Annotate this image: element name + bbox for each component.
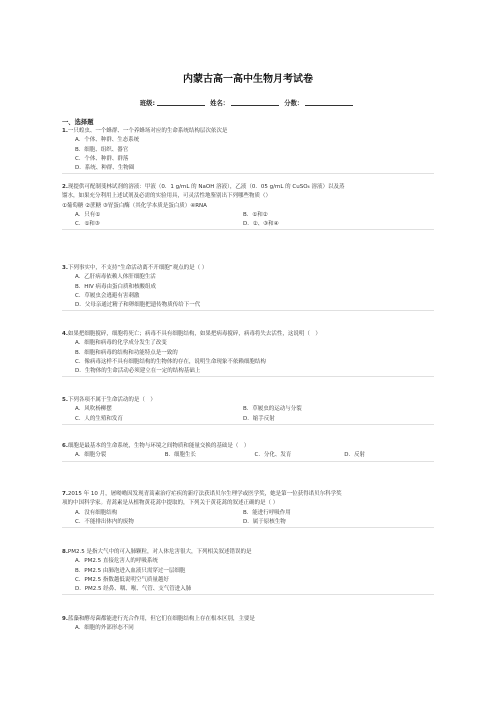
class-blank[interactable] [157, 99, 205, 106]
score-label: 分数： [284, 100, 304, 107]
option-c[interactable]: C．PM2.5 指数越低说明空气质量越好 [75, 576, 169, 583]
question-8 [62, 548, 434, 595]
option-d[interactable]: D．缩手反射 [243, 415, 275, 422]
question-stem [62, 442, 434, 451]
question-4 [62, 330, 434, 377]
question-3 [62, 264, 434, 311]
question-text: 如果把细胞搅碎，细胞将死亡；病毒不具有细胞结构，如果把病毒搅碎，病毒将失去活性，这说明（ ） [67, 331, 321, 337]
option-b[interactable]: B．①和② [243, 211, 268, 218]
option-b[interactable]: B．HIV 病毒由蛋白质和核酸组成 [75, 283, 157, 290]
question-stem [62, 264, 434, 273]
option-d[interactable]: D．属于原核生物 [243, 518, 286, 525]
question-number: 8. [62, 549, 68, 555]
option-b[interactable]: B．细胞生长 [164, 452, 197, 459]
option-b[interactable]: B．能进行呼吸作用 [243, 509, 291, 516]
option-c[interactable]: C．草履虫会逃避有害刺激 [75, 292, 140, 299]
option-d[interactable]: D．系统、种群、生物圈 [75, 165, 135, 172]
question-stem [62, 548, 434, 557]
option-a[interactable]: A．乙肝病毒依赖人体肝细胞生活 [75, 274, 156, 281]
option-a[interactable]: A．没有细胞结构 [75, 509, 118, 516]
option-d[interactable]: D．②、③和④ [243, 221, 279, 228]
question-stem-line-3: ①葡萄糖 ②蔗糖 ③胃蛋白酶（其化学本质是蛋白质）④RNA [62, 202, 207, 209]
question-number: 2. [62, 184, 68, 190]
question-number: 7. [62, 491, 68, 497]
question-text: 细胞是最基本的生命系统，生物与环境之间物质和能量交换的基础是（ ） [67, 443, 250, 449]
question-text: 一只蝗虫、一个蜂群、一个养蜂场对应的生命系统结构层次依次是 [67, 128, 228, 134]
option-c[interactable]: C．①和③ [75, 221, 100, 228]
name-label: 姓名： [210, 100, 230, 107]
question-number: 9. [62, 616, 68, 622]
option-d[interactable]: D．PM2.5 经鼻、咽、喉、气管、支气管进入肺 [75, 586, 192, 593]
option-a[interactable]: A．细胞和病毒的化学成分发生了改变 [75, 340, 167, 347]
question-2 [62, 183, 434, 230]
question-1 [62, 127, 434, 174]
question-stem-line-2: 馏水，如果充分利用上述试剂及必需的实验用具，可灵活性地鉴别出下列哪些物质（） [62, 193, 272, 200]
option-b[interactable]: B．PM2.5 由肺泡进入血液只需穿过一层细胞 [75, 567, 186, 574]
class-label: 班级: [139, 100, 155, 107]
student-info-line [0, 98, 496, 107]
option-c[interactable]: C．分化、发育 [254, 452, 292, 459]
question-number: 3. [62, 265, 68, 271]
question-number: 4. [62, 331, 68, 337]
option-a[interactable]: A．细胞分裂 [75, 452, 107, 459]
question-number: 1. [62, 128, 68, 134]
option-b[interactable]: B．细胞、组织、器官 [75, 146, 129, 153]
option-d[interactable]: D．生物体的生命活动必须建立在一定的结构基础上 [75, 368, 201, 375]
question-stem-line-2: 项的中国科学家。青蒿素是从植物黄花蒿中提取的，下列关于黄花蒿的叙述正确的是（ ） [62, 500, 279, 507]
question-number: 5. [62, 397, 68, 403]
question-text: PM2.5 是指大气中的可入肺颗粒，对人体危害很大，下列相关叙述错误的是 [67, 549, 252, 555]
score-blank[interactable] [305, 99, 353, 106]
option-a[interactable]: A．个体、种群、生态系统 [75, 137, 140, 144]
question-text: 下列各项不属于生命活动的是（ ） [67, 397, 156, 403]
option-a[interactable]: A．细胞的外部形态不同 [75, 625, 134, 632]
question-stem [62, 490, 434, 499]
question-stem [62, 396, 434, 405]
option-d[interactable]: D．反射 [344, 452, 365, 459]
option-d[interactable]: D．父母亲通过精子和卵细胞把遗传物质传给下一代 [75, 302, 201, 309]
question-5 [62, 396, 434, 425]
question-7 [62, 490, 434, 528]
question-text: 下列事实中，不支持“生命活动离不开细胞”观点的是（ ） [67, 265, 208, 271]
option-c[interactable]: C．不能排出体内的废物 [75, 518, 134, 525]
option-b[interactable]: B．细胞和病毒的结构和功能特点是一致的 [75, 349, 178, 356]
question-stem [62, 330, 434, 339]
question-number: 6. [62, 443, 68, 449]
question-text: 现提供可配制斐林试剂的溶液：甲液（0．1 g/mL 的 NaOH 溶液），乙液（0．05 g/mL 的 CuSO₄ 溶液）以及蒸 [67, 184, 345, 190]
option-b[interactable]: B．草履虫的运动与分裂 [243, 406, 302, 413]
option-a[interactable]: A．风吹杨柳摆 [75, 406, 112, 413]
section-heading: 一、选择题 [62, 119, 94, 126]
option-c[interactable]: C．人的生殖和发育 [75, 415, 123, 422]
question-stem [62, 127, 434, 136]
question-stem [62, 615, 434, 624]
question-6 [62, 442, 434, 462]
name-blank[interactable] [231, 99, 279, 106]
question-9 [62, 615, 434, 634]
option-a[interactable]: A．只有① [75, 211, 101, 218]
option-a[interactable]: A．PM2.5 直接危害人的呼吸系统 [75, 558, 158, 565]
page-title: 内蒙古高一高中生物月考试卷 [183, 74, 313, 85]
question-text: 蓝藻和酵母菌都能进行光合作用，但它们在细胞结构上存在根本区别，主要是 [67, 616, 255, 622]
question-text: 2015 年 10 月，屠呦呦因发现青蒿素治疗疟疾的新疗法获诺贝尔生理学或医学奖，她是第一位获得诺贝尔科学奖 [67, 491, 342, 497]
option-c[interactable]: C．像病毒这样不具有细胞结构的生物体的存在，说明生命现象不依赖细胞结构 [75, 358, 266, 365]
option-c[interactable]: C．个体、种群、群落 [75, 155, 129, 162]
question-stem [62, 183, 434, 192]
